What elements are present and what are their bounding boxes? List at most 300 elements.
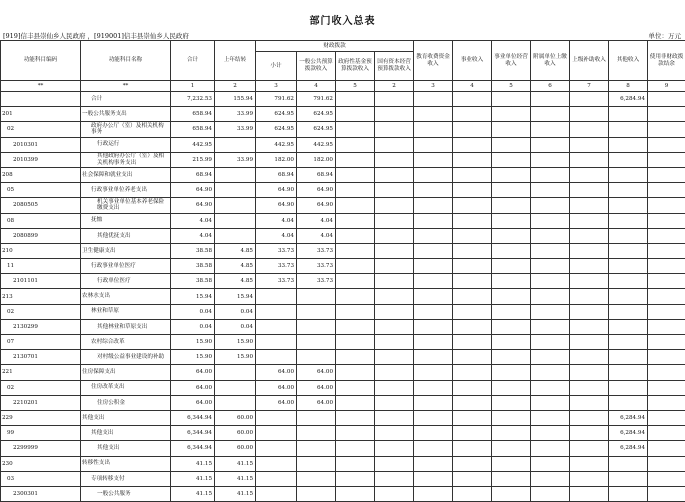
- cell-nf: [648, 122, 685, 137]
- cell-cap: [375, 122, 414, 137]
- cell-oth: [609, 137, 648, 152]
- header-code: 功能科目编码: [1, 41, 81, 81]
- cell-sup: [570, 228, 609, 243]
- cell-biz: [453, 380, 492, 395]
- cell-cap: [375, 137, 414, 152]
- table-row: [1, 486, 685, 501]
- cell-edu: [414, 380, 453, 395]
- cell-gen: 33.73: [297, 243, 336, 258]
- cell-sub: 64.90: [256, 198, 297, 213]
- cell-code: [1, 92, 81, 107]
- cell-aff: [531, 152, 570, 167]
- page-title: 部门收入总表: [0, 12, 685, 27]
- cell-sup: [570, 243, 609, 258]
- cell-bizop: [492, 243, 531, 258]
- cell-carry: 33.99: [215, 152, 256, 167]
- cell-nf: [648, 410, 685, 425]
- cell-bizop: [492, 228, 531, 243]
- cell-nf: [648, 456, 685, 471]
- cell-sup: [570, 471, 609, 486]
- cell-gen: [297, 304, 336, 319]
- cell-nf: [648, 152, 685, 167]
- cell-sup: [570, 107, 609, 122]
- cell-code: 2010399: [1, 152, 81, 167]
- cell-code: 05: [1, 183, 81, 198]
- cell-gen: 624.95: [297, 107, 336, 122]
- cell-bizop: [492, 167, 531, 182]
- cell-code: 08: [1, 213, 81, 228]
- cell-carry: [215, 228, 256, 243]
- cell-bizop: [492, 456, 531, 471]
- cell-sub: [256, 471, 297, 486]
- table-row: [1, 198, 685, 213]
- index-cell: 3: [256, 81, 297, 92]
- cell-gen: 182.00: [297, 152, 336, 167]
- cell-edu: [414, 137, 453, 152]
- index-cell: 1: [171, 81, 215, 92]
- cell-gov: [336, 152, 375, 167]
- cell-carry: 0.04: [215, 304, 256, 319]
- cell-aff: [531, 471, 570, 486]
- cell-gov: [336, 243, 375, 258]
- cell-oth: [609, 319, 648, 334]
- cell-total: 41.15: [171, 486, 215, 501]
- cell-aff: [531, 198, 570, 213]
- cell-gen: [297, 319, 336, 334]
- cell-bizop: [492, 274, 531, 289]
- cell-total: 64.00: [171, 365, 215, 380]
- cell-oth: 6,284.94: [609, 441, 648, 456]
- cell-sub: [256, 304, 297, 319]
- cell-code: 2300301: [1, 486, 81, 501]
- index-cell: **: [1, 81, 81, 92]
- table-row: [1, 365, 685, 380]
- cell-bizop: [492, 304, 531, 319]
- cell-biz: [453, 198, 492, 213]
- cell-name: 行政事业单位医疗: [81, 259, 171, 274]
- cell-gov: [336, 137, 375, 152]
- cell-aff: [531, 304, 570, 319]
- cell-nf: [648, 183, 685, 198]
- cell-gen: 442.95: [297, 137, 336, 152]
- cell-code: 2299999: [1, 441, 81, 456]
- cell-biz: [453, 441, 492, 456]
- unit-label: 单位：万元: [649, 31, 682, 40]
- cell-carry: 15.90: [215, 335, 256, 350]
- cell-edu: [414, 213, 453, 228]
- cell-biz: [453, 395, 492, 410]
- cell-total: 38.58: [171, 243, 215, 258]
- cell-edu: [414, 471, 453, 486]
- cell-sub: 624.95: [256, 107, 297, 122]
- cell-gen: [297, 441, 336, 456]
- cell-cap: [375, 183, 414, 198]
- cell-cap: [375, 486, 414, 501]
- cell-aff: [531, 243, 570, 258]
- cell-sup: [570, 274, 609, 289]
- cell-carry: 60.00: [215, 441, 256, 456]
- cell-oth: [609, 152, 648, 167]
- cell-total: 215.99: [171, 152, 215, 167]
- cell-cap: [375, 228, 414, 243]
- cell-biz: [453, 137, 492, 152]
- cell-sub: [256, 319, 297, 334]
- cell-oth: [609, 304, 648, 319]
- cell-name: 农林水支出: [81, 289, 171, 304]
- cell-oth: [609, 107, 648, 122]
- cell-sub: [256, 289, 297, 304]
- cell-sup: [570, 289, 609, 304]
- cell-sup: [570, 365, 609, 380]
- cell-biz: [453, 183, 492, 198]
- cell-code: 2101101: [1, 274, 81, 289]
- cell-oth: 6,284.94: [609, 92, 648, 107]
- header-general-budget: 一般公共预算拨款收入: [297, 52, 336, 81]
- cell-aff: [531, 107, 570, 122]
- cell-carry: 33.99: [215, 122, 256, 137]
- cell-name: 农村综合改革: [81, 335, 171, 350]
- table-row: [1, 395, 685, 410]
- cell-sub: 33.73: [256, 243, 297, 258]
- cell-aff: [531, 289, 570, 304]
- cell-name: 其他支出: [81, 410, 171, 425]
- cell-gen: 4.04: [297, 228, 336, 243]
- cell-sup: [570, 410, 609, 425]
- cell-nf: [648, 426, 685, 441]
- cell-sup: [570, 304, 609, 319]
- cell-edu: [414, 274, 453, 289]
- cell-total: 658.94: [171, 122, 215, 137]
- cell-gov: [336, 319, 375, 334]
- cell-oth: [609, 274, 648, 289]
- cell-sub: 64.00: [256, 395, 297, 410]
- cell-edu: [414, 410, 453, 425]
- cell-gov: [336, 410, 375, 425]
- cell-gen: [297, 410, 336, 425]
- cell-gov: [336, 486, 375, 501]
- cell-aff: [531, 456, 570, 471]
- cell-nf: [648, 259, 685, 274]
- cell-gov: [336, 426, 375, 441]
- index-cell: 3: [414, 81, 453, 92]
- cell-sub: 68.94: [256, 167, 297, 182]
- cell-carry: 41.15: [215, 471, 256, 486]
- table-row: [1, 441, 685, 456]
- cell-gen: 791.62: [297, 92, 336, 107]
- cell-cap: [375, 213, 414, 228]
- cell-sup: [570, 137, 609, 152]
- header-edu-fee: 教育收费资金收入: [414, 41, 453, 81]
- cell-sup: [570, 335, 609, 350]
- cell-sub: [256, 486, 297, 501]
- cell-bizop: [492, 335, 531, 350]
- table-row: [1, 228, 685, 243]
- cell-gov: [336, 107, 375, 122]
- cell-gen: 4.04: [297, 213, 336, 228]
- cell-gov: [336, 471, 375, 486]
- cell-sub: 791.62: [256, 92, 297, 107]
- income-summary-table: [0, 40, 685, 502]
- table-row: [1, 183, 685, 198]
- cell-total: 38.58: [171, 259, 215, 274]
- cell-bizop: [492, 365, 531, 380]
- cell-cap: [375, 107, 414, 122]
- cell-name: 住房改革支出: [81, 380, 171, 395]
- cell-nf: [648, 365, 685, 380]
- cell-name: 对村级公益事业建设的补助: [81, 350, 171, 365]
- cell-code: 210: [1, 243, 81, 258]
- cell-aff: [531, 274, 570, 289]
- cell-aff: [531, 183, 570, 198]
- table-row: [1, 152, 685, 167]
- cell-carry: [215, 380, 256, 395]
- cell-sup: [570, 213, 609, 228]
- cell-sup: [570, 456, 609, 471]
- header-subtotal: 小计: [256, 52, 297, 81]
- cell-nf: [648, 198, 685, 213]
- cell-gov: [336, 274, 375, 289]
- cell-nf: [648, 380, 685, 395]
- cell-sub: [256, 335, 297, 350]
- cell-edu: [414, 92, 453, 107]
- cell-name: 机关事业单位基本养老保险缴费支出: [81, 198, 171, 213]
- cell-cap: [375, 274, 414, 289]
- cell-cap: [375, 243, 414, 258]
- cell-bizop: [492, 319, 531, 334]
- cell-code: 213: [1, 289, 81, 304]
- cell-sub: [256, 441, 297, 456]
- index-cell: 4: [453, 81, 492, 92]
- cell-sub: 624.95: [256, 122, 297, 137]
- cell-carry: 60.00: [215, 410, 256, 425]
- cell-total: 15.94: [171, 289, 215, 304]
- cell-biz: [453, 228, 492, 243]
- cell-edu: [414, 426, 453, 441]
- cell-sup: [570, 486, 609, 501]
- cell-total: 7,232.53: [171, 92, 215, 107]
- cell-biz: [453, 152, 492, 167]
- cell-aff: [531, 259, 570, 274]
- header-superior: 上级补助收入: [570, 41, 609, 81]
- cell-gen: 64.90: [297, 198, 336, 213]
- cell-oth: [609, 167, 648, 182]
- cell-gov: [336, 122, 375, 137]
- cell-aff: [531, 395, 570, 410]
- cell-cap: [375, 456, 414, 471]
- cell-gen: 64.90: [297, 183, 336, 198]
- cell-sup: [570, 259, 609, 274]
- cell-code: 02: [1, 304, 81, 319]
- cell-biz: [453, 92, 492, 107]
- cell-sub: 64.00: [256, 380, 297, 395]
- cell-sub: [256, 456, 297, 471]
- cell-nf: [648, 319, 685, 334]
- cell-edu: [414, 289, 453, 304]
- cell-gov: [336, 350, 375, 365]
- table-row: [1, 289, 685, 304]
- index-cell: 9: [648, 81, 685, 92]
- cell-biz: [453, 243, 492, 258]
- cell-biz: [453, 410, 492, 425]
- cell-cap: [375, 259, 414, 274]
- cell-bizop: [492, 259, 531, 274]
- cell-name: 一般公共服务支出: [81, 107, 171, 122]
- cell-name: 其他支出: [81, 426, 171, 441]
- cell-code: 221: [1, 365, 81, 380]
- cell-bizop: [492, 395, 531, 410]
- cell-code: 2130299: [1, 319, 81, 334]
- cell-carry: 15.94: [215, 289, 256, 304]
- cell-code: 2130701: [1, 350, 81, 365]
- index-cell: 6: [531, 81, 570, 92]
- cell-cap: [375, 426, 414, 441]
- cell-oth: [609, 471, 648, 486]
- cell-bizop: [492, 350, 531, 365]
- cell-oth: [609, 350, 648, 365]
- cell-name: 其他支出: [81, 441, 171, 456]
- table-row: [1, 122, 685, 137]
- cell-bizop: [492, 152, 531, 167]
- cell-aff: [531, 486, 570, 501]
- cell-gov: [336, 259, 375, 274]
- cell-total: 4.04: [171, 213, 215, 228]
- cell-sup: [570, 183, 609, 198]
- cell-code: 2010301: [1, 137, 81, 152]
- cell-total: 64.90: [171, 183, 215, 198]
- cell-edu: [414, 486, 453, 501]
- cell-gen: 64.00: [297, 395, 336, 410]
- table-row: [1, 456, 685, 471]
- cell-nf: [648, 304, 685, 319]
- table-row: [1, 259, 685, 274]
- cell-cap: [375, 410, 414, 425]
- cell-biz: [453, 426, 492, 441]
- cell-aff: [531, 380, 570, 395]
- cell-oth: 6,284.94: [609, 426, 648, 441]
- cell-edu: [414, 152, 453, 167]
- cell-carry: [215, 167, 256, 182]
- cell-name: 行政运行: [81, 137, 171, 152]
- cell-total: 41.15: [171, 471, 215, 486]
- cell-nf: [648, 350, 685, 365]
- cell-biz: [453, 365, 492, 380]
- cell-sub: [256, 426, 297, 441]
- header-business: 事业收入: [453, 41, 492, 81]
- cell-total: 64.00: [171, 380, 215, 395]
- cell-gen: [297, 471, 336, 486]
- cell-bizop: [492, 441, 531, 456]
- cell-gov: [336, 304, 375, 319]
- index-cell: 8: [609, 81, 648, 92]
- cell-carry: 60.00: [215, 426, 256, 441]
- cell-name: 转移性支出: [81, 456, 171, 471]
- cell-sub: [256, 410, 297, 425]
- table-row: [1, 243, 685, 258]
- table-row: [1, 213, 685, 228]
- table-row: [1, 350, 685, 365]
- cell-gen: [297, 289, 336, 304]
- cell-carry: [215, 213, 256, 228]
- cell-gov: [336, 198, 375, 213]
- cell-gov: [336, 183, 375, 198]
- cell-cap: [375, 365, 414, 380]
- cell-edu: [414, 198, 453, 213]
- cell-carry: [215, 395, 256, 410]
- cell-sub: 33.73: [256, 274, 297, 289]
- cell-oth: [609, 122, 648, 137]
- cell-bizop: [492, 426, 531, 441]
- cell-oth: [609, 228, 648, 243]
- cell-sup: [570, 319, 609, 334]
- cell-aff: [531, 213, 570, 228]
- cell-name: 社会保障和就业支出: [81, 167, 171, 182]
- cell-cap: [375, 319, 414, 334]
- cell-name: 政府办公厅（室）及相关机构事务: [81, 122, 171, 137]
- cell-code: 07: [1, 335, 81, 350]
- cell-name: 一般公共服务: [81, 486, 171, 501]
- cell-edu: [414, 304, 453, 319]
- cell-cap: [375, 289, 414, 304]
- cell-edu: [414, 441, 453, 456]
- header-carryover: 上年结转: [215, 41, 256, 81]
- index-cell: 5: [492, 81, 531, 92]
- cell-cap: [375, 471, 414, 486]
- cell-biz: [453, 274, 492, 289]
- cell-edu: [414, 395, 453, 410]
- cell-total: 6,344.94: [171, 441, 215, 456]
- cell-gen: 64.00: [297, 365, 336, 380]
- cell-aff: [531, 92, 570, 107]
- index-cell: 4: [297, 81, 336, 92]
- cell-total: 0.04: [171, 304, 215, 319]
- cell-oth: [609, 395, 648, 410]
- cell-nf: [648, 471, 685, 486]
- cell-cap: [375, 92, 414, 107]
- cell-code: 2080899: [1, 228, 81, 243]
- index-cell: 7: [570, 81, 609, 92]
- header-other: 其他收入: [609, 41, 648, 81]
- index-cell: 5: [336, 81, 375, 92]
- cell-name: 其他优抚支出: [81, 228, 171, 243]
- cell-biz: [453, 122, 492, 137]
- cell-total: 658.94: [171, 107, 215, 122]
- table-row: [1, 426, 685, 441]
- cell-edu: [414, 107, 453, 122]
- cell-gen: 68.94: [297, 167, 336, 182]
- table-body: [1, 92, 685, 502]
- index-cell: 2: [375, 81, 414, 92]
- cell-name: 行政单位医疗: [81, 274, 171, 289]
- cell-carry: 33.99: [215, 107, 256, 122]
- unit-organization: [919]信丰县崇仙乡人民政府 ，[919001]信丰县崇仙乡人民政府: [3, 31, 189, 40]
- cell-oth: 6,284.94: [609, 410, 648, 425]
- cell-edu: [414, 243, 453, 258]
- cell-nf: [648, 395, 685, 410]
- cell-name: 住房公积金: [81, 395, 171, 410]
- cell-code: 2080505: [1, 198, 81, 213]
- cell-gov: [336, 335, 375, 350]
- table-row: [1, 319, 685, 334]
- cell-gen: [297, 456, 336, 471]
- cell-sub: 442.95: [256, 137, 297, 152]
- cell-nf: [648, 441, 685, 456]
- cell-oth: [609, 456, 648, 471]
- cell-bizop: [492, 122, 531, 137]
- cell-nf: [648, 137, 685, 152]
- cell-nf: [648, 243, 685, 258]
- cell-cap: [375, 335, 414, 350]
- cell-edu: [414, 122, 453, 137]
